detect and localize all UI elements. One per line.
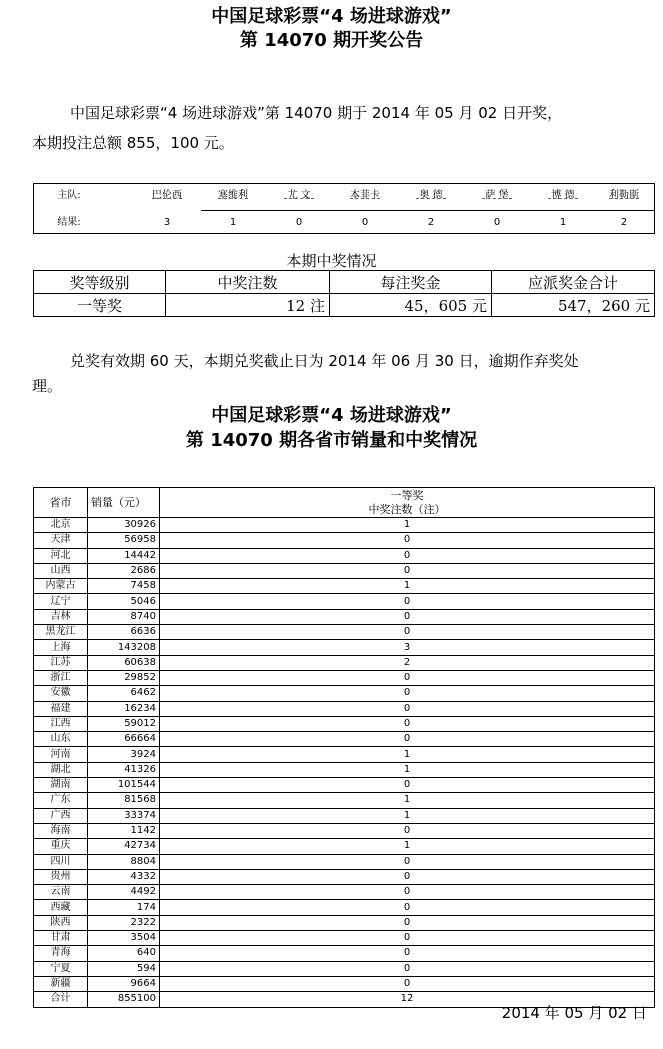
table-row (34, 946, 655, 961)
province-sales: 6462 (88, 686, 160, 701)
dash-divider (350, 198, 380, 199)
prize-count: 12 注 (166, 294, 330, 317)
province-sales: 4492 (88, 885, 160, 900)
table-row (34, 640, 655, 655)
province-sales: 8804 (88, 854, 160, 869)
team-cell: 博 德 (551, 190, 575, 201)
prize-table-title: 本期中奖情况 (286, 252, 377, 270)
province-wins: 1 (160, 579, 655, 594)
province-name: 北京 (34, 518, 88, 533)
table-row (34, 609, 655, 624)
province-sales: 16234 (88, 701, 160, 716)
province-name: 重庆 (34, 839, 88, 854)
province-name: 江苏 (34, 655, 88, 670)
home-team-row (34, 186, 654, 206)
province-sales: 640 (88, 946, 160, 961)
province-wins: 0 (160, 915, 655, 930)
result-cell: 1 (229, 217, 237, 228)
result-cell: 0 (361, 217, 369, 228)
province-name: 浙江 (34, 670, 88, 685)
team-cell: 利勒斯 (609, 190, 639, 201)
province-sales: 2686 (88, 563, 160, 578)
province-wins: 0 (160, 823, 655, 838)
province-name: 河北 (34, 548, 88, 563)
result-cell: 2 (427, 217, 435, 228)
province-sales: 174 (88, 900, 160, 915)
province-sales: 1142 (88, 823, 160, 838)
table-row (34, 563, 655, 578)
table-row (34, 762, 655, 777)
province-sales-table (33, 487, 655, 1008)
table-row (34, 716, 655, 731)
province-sales: 2322 (88, 915, 160, 930)
province-sales: 81568 (88, 793, 160, 808)
province-sales: 4332 (88, 869, 160, 884)
province-name: 辽宁 (34, 594, 88, 609)
table-row (34, 915, 655, 930)
result-cell: 2 (620, 217, 628, 228)
table-row (34, 594, 655, 609)
sales-subtitle: 第 14070 期各省市销量和中奖情况 (185, 430, 478, 451)
province-sales: 56958 (88, 533, 160, 548)
province-wins: 0 (160, 701, 655, 716)
province-name: 安徽 (34, 686, 88, 701)
sales-title: 中国足球彩票“4 场进球游戏” (211, 405, 452, 426)
prize-table (33, 270, 655, 317)
province-wins: 2 (160, 655, 655, 670)
table-row (34, 701, 655, 716)
team-cell: 奥 德 (419, 190, 443, 201)
dash-divider (609, 198, 639, 199)
province-wins: 0 (160, 946, 655, 961)
sales-header: 销量（元） (88, 488, 160, 518)
province-sales: 33374 (88, 808, 160, 823)
province-wins: 1 (160, 747, 655, 762)
announcement (32, 98, 658, 158)
province-name: 吉林 (34, 609, 88, 624)
team-cell: 尤 文 (287, 190, 311, 201)
dash-divider (152, 198, 182, 199)
table-row (34, 533, 655, 548)
province-wins: 0 (160, 609, 655, 624)
table-row (34, 931, 655, 946)
province-wins: 1 (160, 518, 655, 533)
province-wins: 0 (160, 732, 655, 747)
dash-divider (482, 198, 512, 199)
province-wins: 0 (160, 594, 655, 609)
province-name: 云南 (34, 885, 88, 900)
table-row (34, 900, 655, 915)
announcement-line2: 本期投注总额 855，100 元。 (32, 134, 234, 152)
table-row (34, 869, 655, 884)
result-cell: 0 (295, 217, 303, 228)
page-title: 中国足球彩票“4 场进球游戏” (211, 6, 452, 27)
table-row (34, 686, 655, 701)
province-header: 省市 (34, 488, 88, 518)
province-wins: 0 (160, 533, 655, 548)
province-sales: 9664 (88, 976, 160, 991)
table-row (34, 961, 655, 976)
table-row (34, 854, 655, 869)
province-wins: 0 (160, 885, 655, 900)
table-row (34, 823, 655, 838)
province-name: 内蒙古 (34, 579, 88, 594)
province-name: 海南 (34, 823, 88, 838)
province-name: 贵州 (34, 869, 88, 884)
prize-header-row (34, 271, 655, 294)
province-wins: 0 (160, 716, 655, 731)
page-subtitle: 第 14070 期开奖公告 (239, 30, 424, 51)
province-wins: 3 (160, 640, 655, 655)
dash-divider (218, 198, 248, 199)
province-sales: 59012 (88, 716, 160, 731)
province-name: 湖南 (34, 778, 88, 793)
province-wins: 0 (160, 976, 655, 991)
province-sales: 594 (88, 961, 160, 976)
result-cell: 1 (559, 217, 567, 228)
province-name: 上海 (34, 640, 88, 655)
province-sales: 3924 (88, 747, 160, 762)
province-wins: 0 (160, 625, 655, 640)
validity-line2: 理。 (32, 377, 63, 395)
table-row (34, 839, 655, 854)
province-sales: 30926 (88, 518, 160, 533)
province-sales: 8740 (88, 609, 160, 624)
team-cell: 巴伦西 (152, 190, 182, 201)
province-wins: 1 (160, 793, 655, 808)
row-separator (201, 210, 654, 211)
province-name: 山东 (34, 732, 88, 747)
province-name: 广西 (34, 808, 88, 823)
table-row (34, 885, 655, 900)
province-header-row (34, 488, 655, 518)
province-name: 宁夏 (34, 961, 88, 976)
prize-header-cell: 每注奖金 (330, 271, 492, 294)
table-row (34, 793, 655, 808)
result-cell: 3 (163, 217, 171, 228)
announcement-date: 2014 年 05 月 02 日 (501, 1004, 647, 1022)
province-sales: 101544 (88, 778, 160, 793)
result-label: 结果: (57, 217, 81, 228)
province-wins: 0 (160, 563, 655, 578)
team-cell: 萨 堡 (485, 190, 509, 201)
province-name: 山西 (34, 563, 88, 578)
table-row (34, 747, 655, 762)
province-wins: 12 (160, 992, 655, 1007)
table-row (34, 808, 655, 823)
province-sales: 42734 (88, 839, 160, 854)
province-wins: 0 (160, 548, 655, 563)
province-sales: 143208 (88, 640, 160, 655)
prize-header-cell: 中奖注数 (166, 271, 330, 294)
prize-row (34, 294, 655, 317)
province-name: 新疆 (34, 976, 88, 991)
validity-line1: 兑奖有效期 60 天，本期兑奖截止日为 2014 年 06 月 30 日，逾期作弃奖处 (70, 352, 579, 370)
province-sales: 7458 (88, 579, 160, 594)
prize-header-cell: 奖等级别 (34, 271, 166, 294)
table-row (34, 670, 655, 685)
province-name: 甘肃 (34, 931, 88, 946)
province-sales: 60638 (88, 655, 160, 670)
home-label: 主队: (57, 190, 81, 201)
province-name: 合计 (34, 992, 88, 1007)
province-name: 广东 (34, 793, 88, 808)
province-name: 天津 (34, 533, 88, 548)
province-name: 湖北 (34, 762, 88, 777)
province-sales: 855100 (88, 992, 160, 1007)
province-wins: 0 (160, 670, 655, 685)
table-row (34, 518, 655, 533)
team-cell: 塞维利 (218, 190, 248, 201)
validity-notice (32, 349, 658, 399)
announcement-line1: 中国足球彩票“4 场进球游戏”第 14070 期于 2014 年 05 月 02 日开奖， (70, 104, 563, 122)
table-row (34, 976, 655, 991)
province-sales: 6636 (88, 625, 160, 640)
dash-divider (284, 198, 314, 199)
prize-level: 一等奖 (34, 294, 166, 317)
province-sales: 29852 (88, 670, 160, 685)
match-results-table (33, 183, 655, 234)
province-wins: 0 (160, 869, 655, 884)
province-sales: 3504 (88, 931, 160, 946)
table-row (34, 625, 655, 640)
province-sales: 5046 (88, 594, 160, 609)
prize-count-header-sub: 中奖注数（注） (368, 502, 446, 516)
province-wins: 1 (160, 808, 655, 823)
dash-divider (548, 198, 578, 199)
team-cell: 本菲卡 (350, 190, 380, 201)
province-wins: 1 (160, 839, 655, 854)
prize-per-bet: 45，605 元 (330, 294, 492, 317)
dash-divider (416, 198, 446, 199)
result-row (34, 213, 654, 233)
prize-count-header-top: 一等奖 (390, 488, 424, 502)
province-wins: 0 (160, 686, 655, 701)
table-row (34, 655, 655, 670)
prize-header-cell: 应派奖金合计 (492, 271, 655, 294)
province-name: 青海 (34, 946, 88, 961)
province-sales: 41326 (88, 762, 160, 777)
province-wins: 0 (160, 900, 655, 915)
province-sales: 14442 (88, 548, 160, 563)
province-sales: 66664 (88, 732, 160, 747)
province-wins: 0 (160, 778, 655, 793)
province-wins: 0 (160, 854, 655, 869)
province-name: 河南 (34, 747, 88, 762)
province-name: 福建 (34, 701, 88, 716)
prize-total: 547，260 元 (492, 294, 655, 317)
table-row (34, 579, 655, 594)
province-wins: 0 (160, 931, 655, 946)
result-cell: 0 (493, 217, 501, 228)
table-row (34, 548, 655, 563)
table-row (34, 778, 655, 793)
province-name: 西藏 (34, 900, 88, 915)
prize-count-header (160, 488, 655, 518)
province-name: 陕西 (34, 915, 88, 930)
province-wins: 0 (160, 961, 655, 976)
province-name: 四川 (34, 854, 88, 869)
province-wins: 1 (160, 762, 655, 777)
province-name: 黑龙江 (34, 625, 88, 640)
table-row (34, 732, 655, 747)
province-name: 江西 (34, 716, 88, 731)
